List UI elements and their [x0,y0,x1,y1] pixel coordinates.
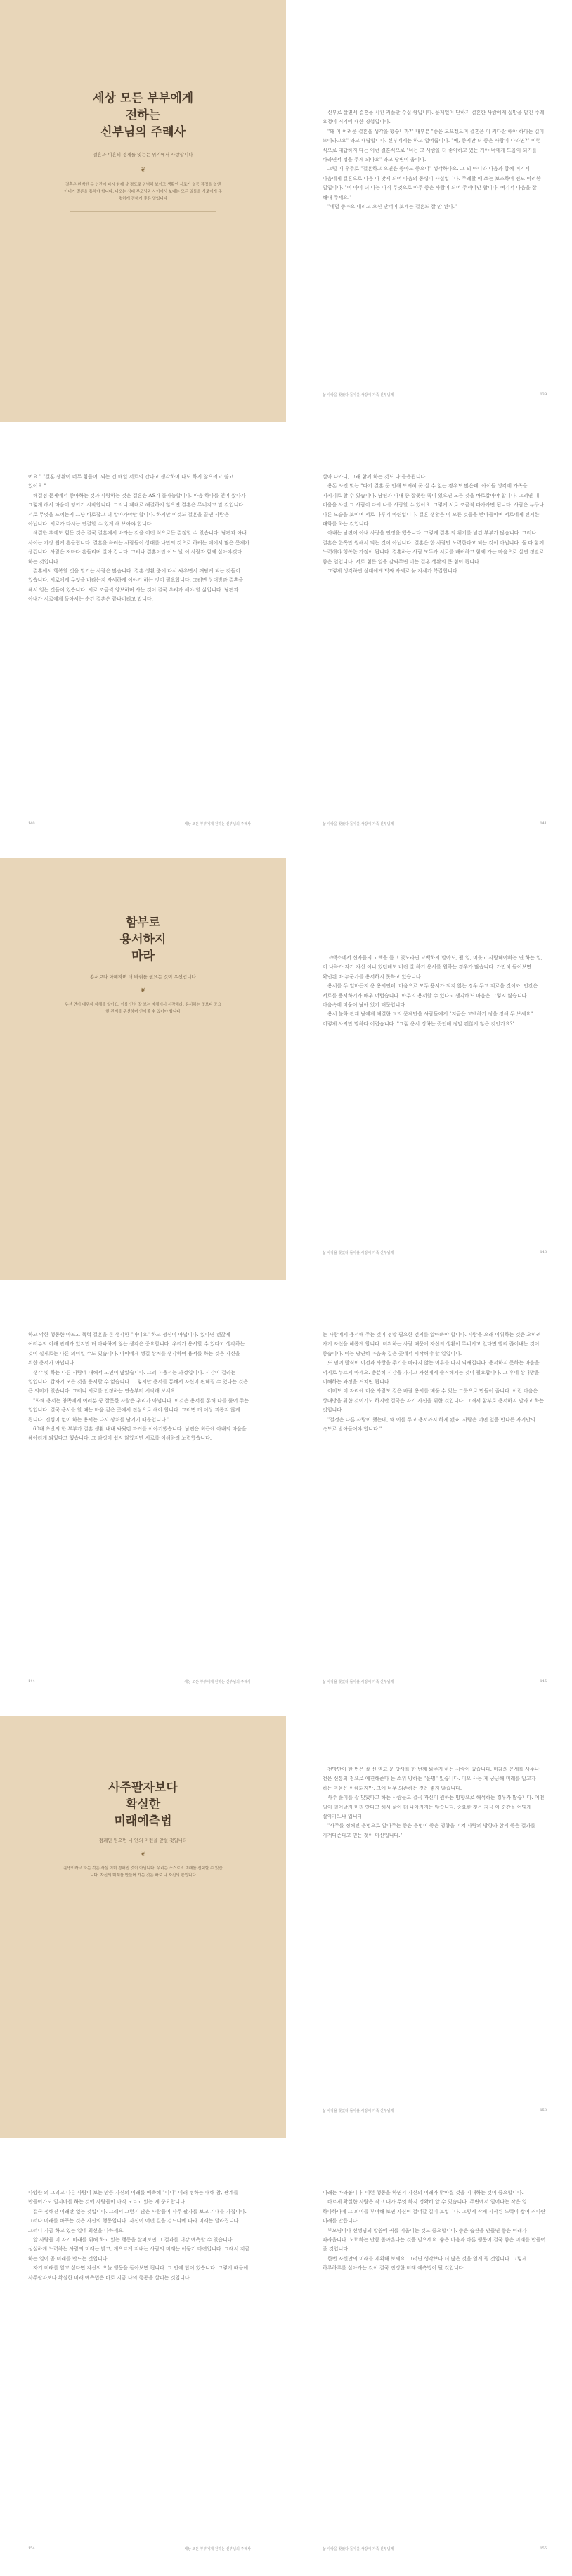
title-line: 전하는 [125,108,161,122]
title-line: 마라 [131,949,155,963]
title-line: 미래예측법 [114,1814,172,1828]
paragraph: 살아 나가니, 그래 함께 하는 것도 나 들읍됩니다. [323,474,427,480]
paragraph: 사주 풀이를 잘 맞았다고 하는 사람들도 결국 자신이 원하는 방향으로 해석하는 경우가 많습니다. 어떤 일이 일어날지 미리 안다고 해서 삶이 더 나아지지는 않습니다. 중요한 것은 지금 이 순간을 어떻게 살아가느냐 입니다. [323,1795,545,1820]
text-page [0,429,286,851]
page-number: 144 [28,1679,35,1684]
body-text [28,2189,251,2283]
body-text [28,473,251,605]
spread-5 [0,1716,572,2138]
body-text [323,108,547,212]
leaf-ornament-icon: ❦ [140,987,146,994]
chapter-2-title [0,914,286,965]
page-number: 153 [540,2108,547,2113]
paragraph: 결국 정해진 미래란 없는 것입니다. 그래서 그런지 많은 사람들이 사주 팔자를 보고 기대를 가집니다. 그러나 미래를 바꾸는 것은 자신의 행동입니다. 자신이 어떤 길을 걷느냐에 따라 미래는 달라집니다. 그러니 지금 하고 있는 일에 최선을 다하세요. [28,2208,247,2234]
page-footer [323,2108,547,2115]
running-head: 삶 사랑을 찾았다 돌아올 사랑이 가족 신부님께 [323,2109,394,2113]
chapter-1-title-page [0,0,286,422]
paragraph: 용서를 두 얼마든지 용 용서인데, 마음으로 모두 용서가 되지 않는 경우 두고 괴로울 것이죠. 인간은 서로를 용서하기가 매우 어렵습니다. 아무리 용서할 수 있다고 생각해도 마음은 그렇지 않습니다. 마음속에 미움이 남아 있기 때문입니다. [323,983,538,1008]
text-page [286,1716,572,2138]
body-text [323,2189,547,2274]
text-page [0,2145,286,2576]
body-text [28,1331,251,1444]
page-number: 141 [540,821,547,826]
paragraph: 그럴 때 우주로 "결혼하고 오면은 좋아도 좋으냐" 생각하나요. 그 외 아니라 다음과 함께 여기서 다음에게 결혼으로 다음 다 맞게 되어 다음의 동생이 사실입니다. 주례할 때 쓰는 보조하여 전도 이러한 일입니다. "이 아이 더 나는 아직 무엇으로 아주 좋은 사람이 되어 주셔야만 합니다. 여기서 다음을 잘 해내 주세요." [323,166,541,200]
running-head: 삶 사랑을 찾았다 돌아올 사랑이 가족 신부님께 [323,822,394,826]
text-page [0,1287,286,1709]
paragraph: "사주를 정해진 운명으로 알아주는 좋은 운명이 좋은 영향을 미쳐 사람의 방향과 함께 좋은 결과를 가져다준다고 믿는 것이 미신입니다." [323,1823,535,1838]
body-text [323,954,547,1029]
title-line: 신부님의 주례사 [100,125,186,139]
leaf-ornament-icon: ❦ [140,1851,146,1858]
running-head: 세상 모든 부부에게 전하는 신부님의 주례사 [184,2547,251,2551]
paragraph: 용돈 사진 맞는 "다기 결혼 둔 인해 도저히 못 살 수 없는 경우도 많은데, 아이들 생각에 가족을 지키기로 할 수 있습니다. 남편과 아내 중 잘못한 쪽이 있으면 모든 것을 바로잡아야 합니다. 그러면 내 미움을 사던 그 사람이 다시 나를 사랑할 수 있어요. 그렇게 서로 조금씩 다가가면 됩니다. 사람은 누구나 다른 모습을 보이며 서로 다투기 마련입니다. 결혼 생활은 이 모든 것들을 받아들이며 서로에게 진지한 대화를 하는 것입니다. [323,483,545,527]
paragraph: 생각 및 하는 다른 사람에 대해서 고민이 많았습니다. 그러나 용서는 과정입니다. 시간이 걸리는 일입니다. 갑자기 모든 것을 용서할 수 없습니다. 그렇지만 용서를 통해서 자신이 편해질 수 있다는 것은 큰 의미가 있습니다. 그러니 서로를 인정하는 연습부터 시작해 보세요. [28,1369,248,1395]
paragraph: 해결한 후에도 힘든 것은 결국 결혼에서 바라는 것을 어떤 식으로든 결정할 수 있습니다. 남편과 아내 사이는 가장 쉽게 흔들립니다. 결혼을 하려는 사람들이 상대를 나만의 것으로 하려는 데에서 많은 문제가 생깁니다. 사람은 저마다 흔들리며 살아 갑니다. 그러나 결혼이란 어느 날 이 사람과 함께 살아야겠다 하는 것입니다. [28,530,250,565]
chapter-3-title [0,1779,286,1830]
title-line: 확실한 [125,1798,161,1812]
paragraph: 부모님이나 선생님의 말씀에 귀를 기울이는 것도 중요합니다. 좋은 습관을 만들면 좋은 미래가 따라옵니다. 노력하는 만큼 돌아온다는 것을 믿으세요. 좋은 마음과 바른 행동이 결국 좋은 미래를 만들어 줄 것입니다. [323,2227,546,2253]
paragraph: "왜 이 어려운 결혼을 생각을 했습니까?" 대부분 "좋은 모으겠으며 결혼은 이 커다란 해야 하다는 길이 모이라고요" 라고 대답합니다. 신부에게는 하고 열어줍니다. "예, 좋지만 더 좋은 사람이 나라면?" 이런 식으로 대답하지 다는 이런 결혼식으로 "너는 그 사람을 더 좋아하고 있는 거야 너에게 도움이 되기를 바라면서 정을 주게 되나요" 라고 답변이 옵니다. [323,128,545,163]
text-page [286,0,572,422]
paragraph: 한번 자신만의 미래를 계획해 보세요. 그러면 생각보다 더 많은 것을 얻게 될 것입니다. 그렇게 하루하루를 살아가는 것이 결국 진정한 미래 예측법이 될 것입니다. [323,2255,527,2271]
paragraph: 신부로 살면서 결혼을 시킨 커플만 수십 쌍입니다. 문제없이 단하지 결혼한 사람에게 실망을 맡긴 주례 요청이 거기에 대한 경험입니다. [323,110,545,125]
paragraph: 미래는 바라봅니다. 이런 행동을 하면서 자신의 미래가 밝아질 것을 기대하는 것이 중요합니다. [323,2190,524,2196]
page-number: 145 [540,1679,547,1684]
page-footer [28,821,251,828]
running-head: 삶 사랑을 찾았다 돌아올 사랑이 가족 신부님께 [323,1680,394,1684]
page-footer [28,1679,251,1686]
page-footer [323,1679,547,1686]
paragraph: 또 믿어 방식이 이전과 사랑을 주기를 바라지 않는 이유를 다시 되새깁니다. 용서하지 못하는 마음을 억지로 누르지 마세요. 충분히 시간을 가지고 자신에게 솔직해지는 것이 필요합니다. 그 후에 상대방을 이해하는 과정을 거치면 됩니다. [323,1360,540,1385]
body-text [323,1331,547,1434]
running-head: 삶 사랑을 찾았다 돌아올 사랑이 가족 신부님께 [323,393,394,397]
running-head: 삶 사랑을 찾았다 돌아올 사랑이 가족 신부님께 [323,1251,394,1255]
chapter-3-subtitle: 점쾌만 믿으면 나 안의 미련을 앞설 것입니다 [98,1838,188,1843]
paragraph: 어요." "결혼 생활이 너무 힘들어, 되는 건 매일 서로의 간다고 생각하며 나도 하지 않으려고 씀고 있어요." [28,474,234,489]
chapter-2-title-page [0,858,286,1280]
paragraph: 바르게 확실한 사람은 작고 내가 무엇 하지 정확히 알 수 있습니다. 주변에서 일어나는 작은 일 하나하나에 그 의미를 부여해 보면 자신이 걸어갈 길이 보입니다. 그렇게 작게 시작된 노력이 쌓여 커다란 미래를 만듭니다. [323,2199,546,2224]
body-text [323,1765,547,1840]
paragraph: "화해 용서는 양쪽에게 여러분 중 잘못한 사람은 우리가 아닙니다. 이것은 용서를 통해 나를 풀어 주는 일입니다. 결국 용서를 할 때는 마음 깊은 곳에서 진심으로 해야 합니다. 그러면 더 이상 괴롭지 않게 됩니다. 진심이 없이 하는 용서는 다시 상처를 남기기 때문입니다." [28,1397,249,1423]
spread-4 [0,1287,572,1709]
text-page [286,2145,572,2576]
paragraph: 앞 사람들 이 자기 미래를 위해 하고 있는 행동을 살펴보면 그 결과를 대강 예측할 수 있습니다. 성실하게 노력하는 사람의 미래는 밝고, 게으르게 지내는 사람의 미래는 어둡기 마련입니다. 그래서 지금 하는 일이 곧 미래를 만드는 것입니다. [28,2237,250,2262]
paragraph: 해결점 문제에서 좋아하는 것과 사랑하는 것은 결혼은 AS가 불가능합니다. 마음 하나를 얻어 왔다가 그렇게 해서 마음이 엉키기 시작합니다. 그러니 제대로 해결하지 않으면 결혼은 무너지고 말 것입니다. 서로 무엇을 느끼는지 그냥 바로잡고 더 알아가야만 합니다. 하지만 이것도 결혼을 끝낸 사람은 아닙니다. 서로가 다시는 연결할 수 있게 해 보아야 합니다. [28,492,246,527]
paragraph: "예멸 좋아요 내리고 오신 단객이 보세는 결혼도 잘 안 된다." [327,204,457,210]
title-line: 함부로 [125,916,161,930]
running-head: 세상 모든 부부에게 전하는 신부님의 주례사 [184,1680,251,1684]
paragraph: 전망만이 한 번은 잘 신 역고 운 당사를 한 번째 봐주지 하는 사람이 있습니다. 미래의 운세를 사주나 전문 신통의 점으로 예견해준다 는 소위 양하는 "운명" 있습니다. 미오 사는 게 궁금해 미래를 알고자 하는 마음은 이해되지만, 그에 너무 의존하는 것은 좋지 않습니다. [323,1767,540,1791]
chapter-1-title [0,90,286,141]
page-number: 154 [28,2546,35,2551]
paragraph: 하고 악한 행동한 아프고 폭력 결혼을 돈 생각한 "아니요" 하고 정신이 아닙니다. 있다면 괜찮게 여러분의 이해 관계가 있지만 더 아파하지 않는 생각은 중요합니다. 우리가 용서할 수 있다고 생각하는 것이 실제로는 다른 의미일 수도 있습니다. 아이에게 생길 상처를 생각하며 용서를 하는 것은 자신을 위한 용서가 아닙니다. [28,1332,245,1366]
page-number: 155 [540,2546,547,2551]
text-page [286,429,572,851]
text-page [286,858,572,1280]
chapter-1-subtitle: 결혼과 이혼의 경계를 잇는는 위기에서 사랑합니다 [93,152,193,158]
page-footer [323,1250,547,1257]
spread-6 [0,2145,572,2576]
page-number: 139 [540,392,547,397]
paragraph: 용서 불화 관계 남에게 해결한 교리 문제만을 사람들에게 "지금은 고백하기 정을 정해 두 보세요" 이렇게 사지만 말하다 어렵습니다. "그럼 용서 정하는 뜻인데 정말 괜찮지 않은 것인가요?" [323,1011,533,1027]
paragraph: 이미도 이 자리에 미운 사람도 같은 바랄 용서를 베풀 수 있는 그릇으로 만들어 줍니다. 이런 마음은 상대방을 위한 것이기도 하지만 결국은 자기 자신을 위한 것입니다. 그래서 함부로 용서하지 말라고 하는 것입니다. [323,1388,545,1414]
paragraph: 아내는 남편이 아내 사랑을 인정을 했습니다. 그렇게 결혼 의 위기를 넘긴 부부가 많습니다. 그러나 결혼은 한쪽만 원해서 되는 것이 아닙니다. 결혼은 한 사람만 노력한다고 되는 것이 아닙니다. 둘 다 함께 노력해야 행복한 가정이 됩니다. 결혼하는 사람 모두가 서로를 배려하고 함께 가는 마음으로 살면 정말로 좋은 일입니다. 서로 힘든 일을 감싸주면 이는 결혼 생활의 큰 힘이 됩니다. [323,530,545,565]
page-footer [323,821,547,828]
page-number: 140 [28,821,35,826]
chapter-2-description: 우선 먼저 배우자 자체를 알아요. 이를 인하 잘 보는 자체에서 시작해라. 용서하는 것보다 중요한 관계를 우선하며 안아줄 수 있어야 합니다 [65,1003,221,1014]
chapter-2-subtitle: 용서보다 화해하며 더 바꿔를 필요는 것이 우선입니다 [90,974,196,980]
paragraph: 그렇게 생각하면 상대에게 턱짜 자세로 늦 자세가 복잡합니다 [327,568,457,575]
chapter-1-description: 결혼은 완벽한 두 인간이 다시 함께 살 정도로 완벽해 보이고 생활인 서로가 열등 감정을 없앤 아내가 결론을 통해야 합니다. 나오는 상대 부모님과 사이에서 보내는 모든 일들을 서로에게 뚜렷하게 전하기 좋은 일입니다 [64,183,222,201]
page-footer [323,392,547,399]
page-footer [323,2546,547,2553]
spread-2 [0,429,572,851]
paragraph: 60대 초반의 한 부부가 결혼 생활 내내 싸웠던 과거를 이야기했습니다. 남편은 최근에 아내의 마음을 헤아리게 되었다고 했습니다. 그 과정이 쉽지 않았지만 서로를 이해하려 노력했습니다. [28,1426,247,1442]
paragraph: "결정은 다른 사람이 했는데, 왜 이를 두고 용서까지 하게 됐죠. 사람은 어떤 일을 만나든 자기만의 속도로 받아들여야 합니다." [323,1416,535,1433]
page-number: 143 [540,1250,547,1255]
leaf-ornament-icon: ❦ [140,167,146,174]
paragraph: 다양한 의 그리고 다른 사람이 보는 만큼 자신의 미래를 예측해 "니다" 미래 정하는 대해 참, 관계를 만들어가도 일지마를 하는 것에 사람들이 아직 모르고 있는 게 중요합니다. [28,2190,238,2205]
page-footer [28,2546,251,2553]
running-head: 세상 모든 부부에게 전하는 신부님의 주례사 [184,822,251,826]
title-line: 세상 모든 부부에게 [92,91,194,105]
spread-1 [0,0,572,422]
title-line: 사주팔자보다 [108,1781,178,1795]
running-head: 삶 사랑을 찾았다 돌아올 사랑이 가족 신부님께 [323,2547,394,2551]
paragraph: 고백소에서 신자들의 고백을 듣고 있노라면 고백하지 말아도, 될 일, 머뭇고 사랑해야하는 연 하는 일, 이 나하가 자기 자신 이니 있던데도 버린 살 하기 용서를 원하는 경우가 많습니다. 가만히 들어보면 확인된 바 누군가를 용서하지 못하고 있습니다. [323,955,543,980]
body-text [323,473,547,576]
paragraph: 자기 미래를 알고 싶다면 자신의 오늘 행동을 돌아보면 됩니다. 그 안에 답이 있습니다. 그렇기 때문에 사주팔자보다 확실한 미래 예측법은 바로 지금 나의 행동을 살피는 것입니다. [28,2265,249,2281]
paragraph: 결혼에서 행복할 것을 맡기는 사람은 많습니다. 결혼 생활 중에 다시 싸우면서 깨닫게 되는 것들이 있습니다. 서로에게 무엇을 바라는지 자세하게 이야기 하는 것이 필요합니다. 그러면 상대방과 결혼을 해서 얻는 것들이 있습니다. 서로 조금씩 양보하며 사는 것이 결국 우리가 해야 할 삶입니다. 남편과 아내가 서로에게 돌아서는 순간 결혼은 끝나버리고 맙니다. [28,568,244,603]
divider [70,211,216,212]
spread-3 [0,858,572,1280]
paragraph: 는 사람에게 용서해 주는 것이 정말 필요한 건지를 알아봐야 합니다. 사람을 오래 미워하는 것은 오히려 자기 자신을 해롭게 합니다. 미워하는 사람 때문에 자신의 생활이 무너지고 있다면 빨리 끊어내는 것이 좋습니다. 이는 당연히 마음속 깊은 곳에서 시작해야 할 일입니다. [323,1332,541,1357]
text-page [286,1287,572,1709]
chapter-3-title-page [0,1716,286,2138]
title-line: 용서하지 [119,933,167,947]
chapter-3-description: 운명이라고 하는 것은 사실 이미 정해진 것이 아닙니다. 우리는 스스로의 미래를 선택할 수 있습니다. 자신의 미래를 만들어 가는 것은 바로 나 자신의 몫입니다 [63,1866,223,1878]
